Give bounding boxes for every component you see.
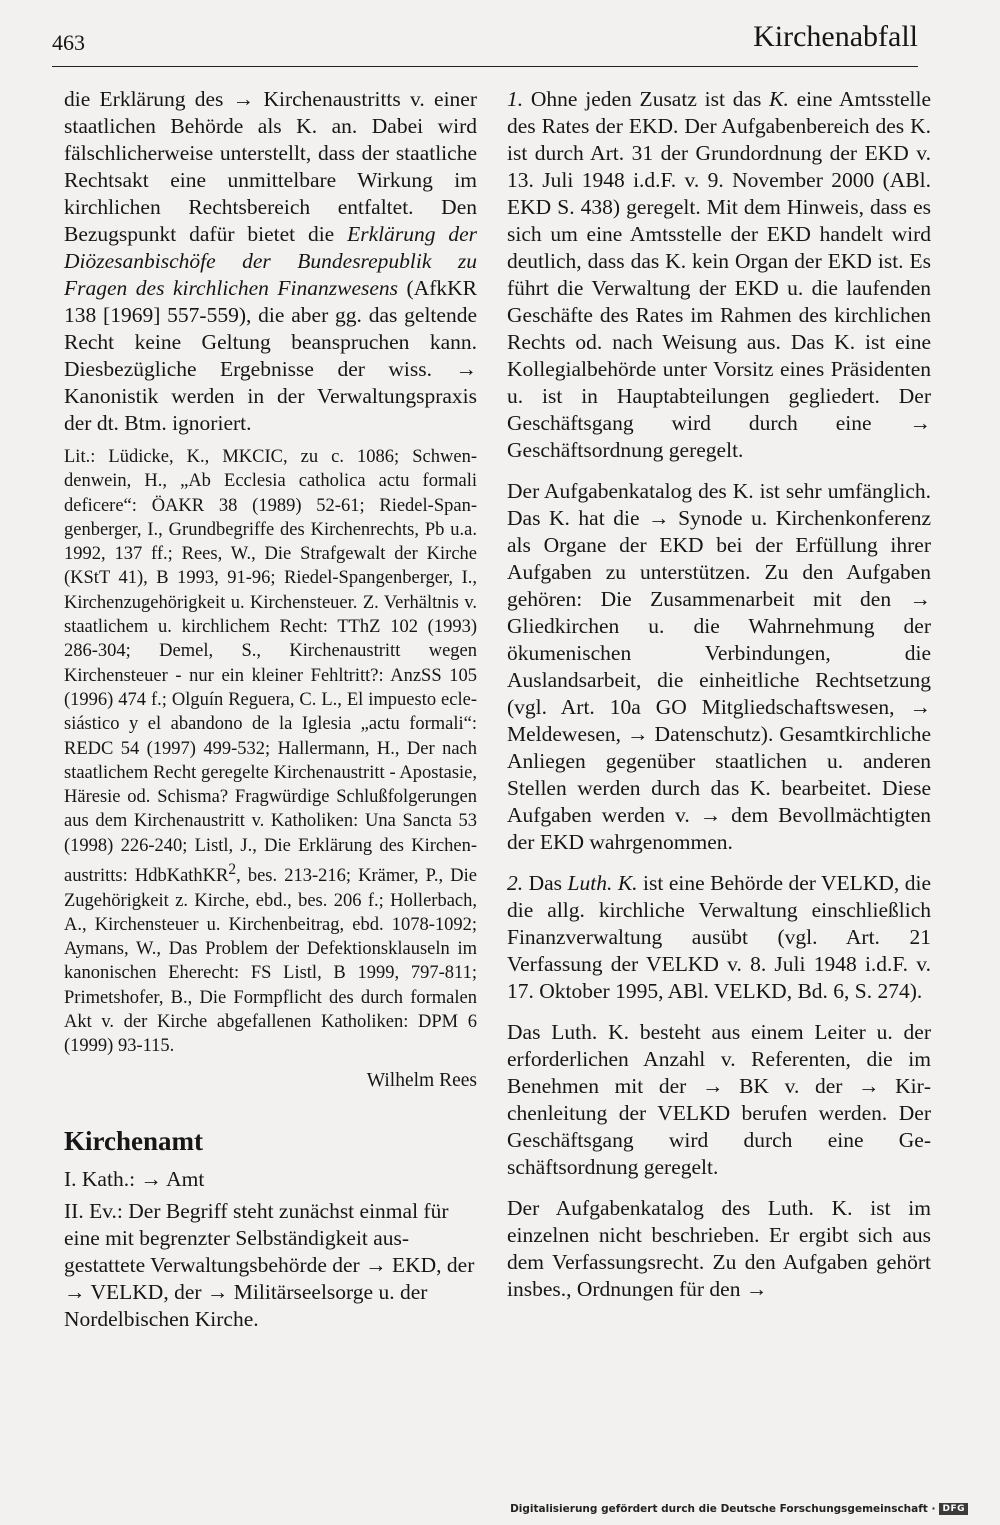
entry-headword: Kirchenamt bbox=[64, 1125, 203, 1156]
running-head: Kirchenabfall bbox=[753, 20, 918, 53]
body-paragraph: 2. Das Luth. K. ist eine Behörde der VELKD, die die allg. kirchliche Verwaltung einschließlich Finanzverwaltung ausübt (vgl. Art. 21 Verfassung der VELKD v. 8. Juli 1948 i.d.F. v. 17. Oktober 1995, ABl. VELKD, Bd. 6, S. 274). bbox=[507, 871, 931, 1003]
body-paragraph: Das Luth. K. besteht aus einem Leiter u. der erforderlichen Anzahl v. Referenten, die im Benehmen mit der → BK v. der → Kirchenleitung der VELKD berufen werden. Der Geschäftsgang wird durch eine Geschäftsordnung geregelt. bbox=[507, 1020, 931, 1179]
left-column bbox=[64, 86, 477, 1333]
right-column bbox=[507, 86, 931, 1303]
page-header bbox=[52, 18, 918, 67]
dfg-logo-icon: DFG bbox=[939, 1503, 968, 1515]
body-paragraph: 1. Ohne jeden Zusatz ist das K. eine Amtsstelle des Rates der EKD. Der Aufgabenbereich des K. ist durch Art. 31 der Grundordnung der EKD v. 13. Juli 1948 i.d.F. v. 9. November 2000 (ABl. EKD S. 438) geregelt. Mit dem Hinweis, dass es sich um eine Amtsstelle der EKD handelt wird deutlich, dass das K. kein Organ der EKD ist. Es führt die Verwaltung der EKD u. die laufenden Geschäfte des Rates im Rahmen des kirchlichen Rechts od. nach Weisung aus. Das K. ist eine Kollegialbehörde unter Vorsitz eines Präsidenten u. ist in Hauptabteilungen gegliedert. Der Geschäftsgang wird durch eine → Geschäftsordnung geregelt. bbox=[507, 87, 931, 462]
sense-catholic: I. Kath.: → Amt bbox=[64, 1166, 205, 1191]
italic-title: Erklärung der Diözesanbischöfe der Bundesrepublik zu Fragen des kirchlichen Finanzwesens bbox=[64, 222, 477, 300]
digitization-footer bbox=[510, 1503, 968, 1515]
literature-list: Lit.: Lüdicke, K., MKCIC, zu c. 1086; Schwendenwein, H., „Ab Ecclesia catholica actu formali deficere“: ÖAKR 38 (1989) 52-61; Riedel-Spangenberger, I., Grundbegriffe des Kirchenrechts, Pb u.a. 1992, 137 ff.; Rees, W., Die Strafgewalt der Kirche (KStT 41), B 1993, 91-96; Riedel-Spangenberger, I., Kirchenzugehörigkeit u. Kirchensteuer. Z. Verhältnis v. staatlichem u. kirchlichem Recht: TThZ 102 (1993) 286-304; Demel, S., Kirchenaustritt wegen Kirchensteuer - nur ein kleiner Fehltritt?: AnzSS 105 (1996) 474 f.; Olguín Reguera, C. L., El impuesto eclesiástico y el abandono de la Iglesia „actu formali“: REDC 54 (1997) 499-532; Hallermann, H., Der nach staatlichem Recht geregelte Kirchenaustritt - Apostasie, Häresie od. Schisma? Fragwürdige Schlußfolgerungen aus dem Kirchenaustritt v. Katholiken: Una Sancta 53 (1998) 226-240; Listl, J., Die Erklärung des Kirchenaustritts: HdbKathKR$^2$, bes. 213-216; Krämer, P., Die Zugehörigkeit z. Kirche, ebd., bes. 206 f.; Hollerbach, A., Kirchensteuer u. Kirchenbeitrag, ebd. 1078-1092; Aymans, W., Das Problem der Defektionsklauseln im kanonischen Eherecht: FS Listl, B 1999, 797-811; Primetshofer, B., Die Formpflicht des durch formalen Akt v. der Kirche abgefallenen Katholiken: DPM 6 (1999) 93-115. bbox=[64, 447, 477, 1057]
page-number: 463 bbox=[52, 30, 85, 55]
sense-protestant: II. Ev.: Der Begriff steht zunächst einmal für eine mit begrenzter Selbständigkeit ausgestattete Verwaltungsbehörde der → EKD, der → VELKD, der → Militärseelsorge u. der Nordelbischen Kirche. bbox=[64, 1198, 475, 1331]
body-paragraph: Der Aufgabenkatalog des K. ist sehr umfänglich. Das K. hat die → Synode u. Kirchenkonferenz als Organe der EKD bei der Erfüllung ihrer Aufgaben zu unterstützen. Zu den Aufgaben gehören: Die Zusammenarbeit mit den → Gliedkirchen u. die Wahrnehmung der ökumenischen Verbindungen, die Auslandsarbeit, die einheitliche Rechtsetzung (vgl. Art. 10a GO Mitgliedschaftswesen, → Meldewesen, → Datenschutz). Gesamtkirchliche Anliegen gegenüber staatlichen u. anderen Stellen werden durch das K. bearbeitet. Diese Aufgaben werden v. → dem Bevollmächtigten der EKD wahrgenommen. bbox=[507, 479, 931, 854]
footer-text: Digitalisierung gefördert durch die Deutsche Forschungsgemeinschaft · bbox=[510, 1503, 936, 1515]
body-paragraph: Der Aufgabenkatalog des Luth. K. ist im einzelnen nicht beschrieben. Er ergibt sich aus dem Verfassungsrecht. Zu den Aufgaben gehört insbes., Ordnungen für den → bbox=[507, 1196, 931, 1301]
body-paragraph: die Erklärung des → Kirchenaustritts v. einer staatlichen Behörde als K. an. Dabei wird fälschlicherweise unterstellt, dass der staatliche Rechtsakt eine unmittelbare Wirkung im kirchlichen Rechtsbereich entfaltet. Den Bezugspunkt dafür bietet die Erklärung der Diözesanbischöfe der Bundesrepublik zu Fragen des kirchlichen Finanzwesens (AfkKR 138 [1969] 557-559), die aber gg. das geltende Recht keine Geltung beanspruchen kann. Diesbezügliche Ergebnisse der wiss. → Kanonistik werden in der Verwaltungspraxis der dt. Btm. ignoriert. bbox=[64, 87, 478, 435]
author-signature: Wilhelm Rees bbox=[366, 1069, 477, 1091]
